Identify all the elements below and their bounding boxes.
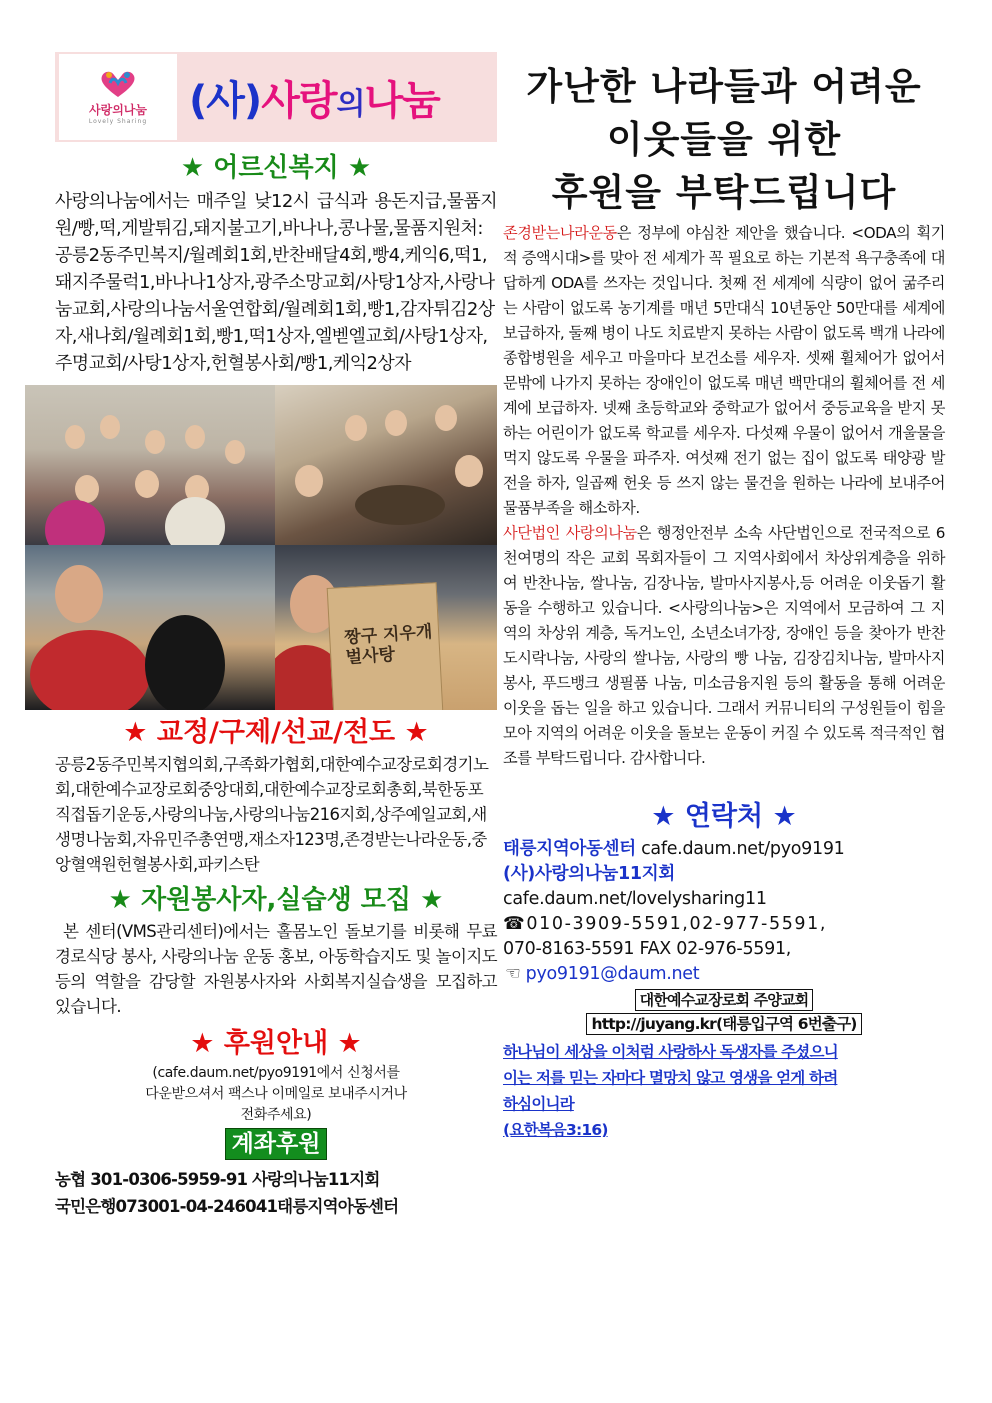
highlight-text: 존경받는나라운동	[503, 224, 617, 242]
verse-line: 하나님이 세상을 이처럼 사랑하사 독생자를 주셨으니	[503, 1043, 838, 1061]
correction-body: 공릉2동주민복지협의회,구족화가협회,대한예수교장로회경기노회,대한예수교장로회중앙대회,대한예수교장로회총회,북한동포직접돕기운동,사랑의나눔,사랑의나눔216지회,상주예일교회,새생명나눔회,자유민주총연맹,재소자123명,존경받는나라운동,중앙혈액원헌혈봉사회,파키스탄	[55, 755, 489, 874]
email-link[interactable]: pyo9191@daum.net	[525, 964, 700, 984]
paragraph-text: 은 행정안전부 소속 사단법인으로 전국적으로 6천여명의 작은 교회 목회자들이 그 지역사회에서 차상위계층을 위하여 반찬나눔, 쌀나눔, 김장나눔, 발마사지봉사,등 어려운 이웃돕기 활동을 수행하고 있습니다. <사랑의나눔>은 지역에서 모금하여 그 지역의 차상위 계층, 독거노인, 소년소녀가장, 장애인 등을 찾아가 반찬도시락나눔, 사랑의 쌀나눔, 사랑의 빵 나눔, 김장김치나눔, 발마사지 봉사, 푸드뱅크 생필품 나눔, 미소금융지원 등의 활동을 통해 어려운 이웃을 돕는 일을 하고 있습니다. 그래서 커뮤니티의 구성원들이 힘을 모아 지역의 어려운 이웃을 돌보는 운동이 커질 수 있도록 적극적인 협조를 부탁드립니다. 감사합니다.	[503, 524, 945, 767]
org-paragraph	[503, 521, 945, 771]
appeal-title-line: 이웃들을 위한	[606, 118, 842, 161]
logo-text: 사랑의나눔	[89, 103, 147, 117]
verse-reference: (요한복음3:16)	[503, 1121, 608, 1139]
box-label: 짱구 지우개 벌사탕	[343, 621, 433, 669]
volunteer-photo-1	[25, 545, 275, 710]
logo-subtitle: Lovely Sharing	[88, 118, 148, 125]
donation-note-line: 다운받으셔서 팩스나 이메일로 보내주시거나	[145, 1086, 407, 1102]
bible-verse	[503, 1039, 945, 1143]
contact-heading: ★ 연락처 ★	[651, 801, 797, 832]
church-url[interactable]: http://juyang.kr(태릉입구역 6번출구)	[586, 1013, 861, 1035]
banner-title	[189, 69, 440, 126]
appeal-title-line: 후원을 부탁드립니다	[551, 171, 897, 214]
title-part: 나눔	[364, 77, 440, 124]
church-name: 대한예수교장로회 주양교회	[635, 989, 814, 1011]
donation-heading: ★ 후원안내 ★	[190, 1028, 362, 1059]
oda-paragraph	[503, 221, 945, 521]
photo-collage	[25, 385, 497, 710]
right-column	[503, 52, 945, 1143]
email-line	[503, 962, 945, 987]
org-name: 태릉지역아동센터	[503, 839, 636, 859]
appeal-title	[503, 60, 945, 219]
volunteer-heading: ★ 자원봉사자,실습생 모집 ★	[108, 885, 444, 915]
elderly-body: 사랑의나눔에서는 매주일 낮12시 급식과 용돈지급,물품지원/빵,떡,게발튀김,돼지불고기,바나나,콩나물,물품지원처:공릉2동주민복지/월례회1회,반찬배달4회,빵4,케익6,떡1,돼지주물럭1,바나나1상자,광주소망교회/사탕1상자,사랑나눔교회,사랑의나눔서울연합회/월례회1회,빵1,감자튀김2상자,새나회/월례회1회,빵1,떡1상자,엘벧엘교회/사탕1상자,주명교회/사탕1상자,헌혈봉사회/빵1,케익2상자	[55, 191, 497, 374]
org-logo	[59, 54, 177, 140]
verse-line: 하심이니라	[503, 1095, 574, 1113]
elderly-heading: ★ 어르신복지 ★	[180, 153, 372, 183]
left-column	[55, 52, 497, 1220]
banner	[55, 52, 497, 142]
cafe-link[interactable]: cafe.daum.net/pyo9191	[641, 839, 845, 859]
volunteer-body: 본 센터(VMS관리센터)에서는 홀몸노인 돌보기를 비롯해 무료경로식당 봉사, 사랑의나눔 운동 홍보, 아동학습지도 및 놀이지도 등의 역할을 감당할 자원봉사자와 사회복지실습생을 모집하고 있습니다.	[55, 922, 497, 1016]
group-photo-2	[275, 385, 497, 545]
title-part: 의	[336, 86, 365, 122]
verse-line: 이는 저를 믿는 자마다 멸망치 않고 영생을 얻게 하려	[503, 1069, 838, 1087]
donation-note	[55, 1063, 497, 1126]
appeal-title-line: 가난한 나라들과 어려운	[526, 65, 922, 108]
paragraph-text: 은 정부에 야심찬 제안을 했습니다. <ODA의 획기적 증액시대>를 맞아 전 세계가 꼭 필요로 하는 기본적 욕구충족에 대답하게 ODA를 쓰자는 것입니다. 첫째 전 세계에 식량이 없어 굶주리는 사람이 없도록 농기계를 매년 5만대식 10년동안 50만대를 세계에 보급하자, 둘째 병이 나도 치료받지 못하는 사람이 없도록 백개 나라에 종합병원을 세우고 마을마다 보건소를 세우자. 셋째 휠체어가 없어서 문밖에 나가지 못하는 장애인이 없도록 매년 백만대의 휠체어를 전 세계에 보급하자. 넷째 초등학교와 중학교가 없어서 중등교육을 받지 못하는 어린이가 없도록 학교를 세우자. 다섯째 우물이 없어서 개울물을 먹지 않도록 우물을 파주자. 여섯째 전기 없는 집이 없도록 태양광 발전을 하자, 일곱째 헌옷 등 쓰지 않는 물건을 원하는 나라에 보내주어 물품부족을 해소하자.	[503, 224, 945, 517]
highlight-text: 사단법인 사랑의나눔	[503, 524, 637, 542]
phone-line: ☎010-3909-5591,02-977-5591,	[503, 914, 828, 934]
heart-logo-icon	[98, 69, 138, 99]
group-photo-1	[25, 385, 275, 545]
mail-icon: ☜	[505, 964, 521, 984]
org-name-2: (사)사랑의나눔11지회	[503, 864, 675, 884]
donation-note-line: 전화주세요)	[240, 1107, 312, 1123]
donation-note-line: (cafe.daum.net/pyo9191에서 신청서를	[152, 1065, 400, 1081]
phone-fax-line: 070-8163-5591 FAX 02-976-5591,	[503, 939, 792, 959]
account-badge: 계좌후원	[225, 1128, 328, 1160]
title-part: 사랑	[261, 77, 337, 124]
cafe-link-2[interactable]: cafe.daum.net/lovelysharing11	[503, 889, 767, 909]
volunteer-photo-2	[275, 545, 497, 710]
correction-heading: ★ 교정/구제/선교/전도 ★	[123, 717, 429, 748]
bank-account-1: 농협 301-0306-5959-91 사랑의나눔11지회	[55, 1170, 380, 1189]
title-part: (사)	[189, 77, 262, 124]
bank-account-2: 국민은행073001-04-246041태릉지역아동센터	[55, 1197, 399, 1216]
contact-line	[503, 837, 945, 862]
